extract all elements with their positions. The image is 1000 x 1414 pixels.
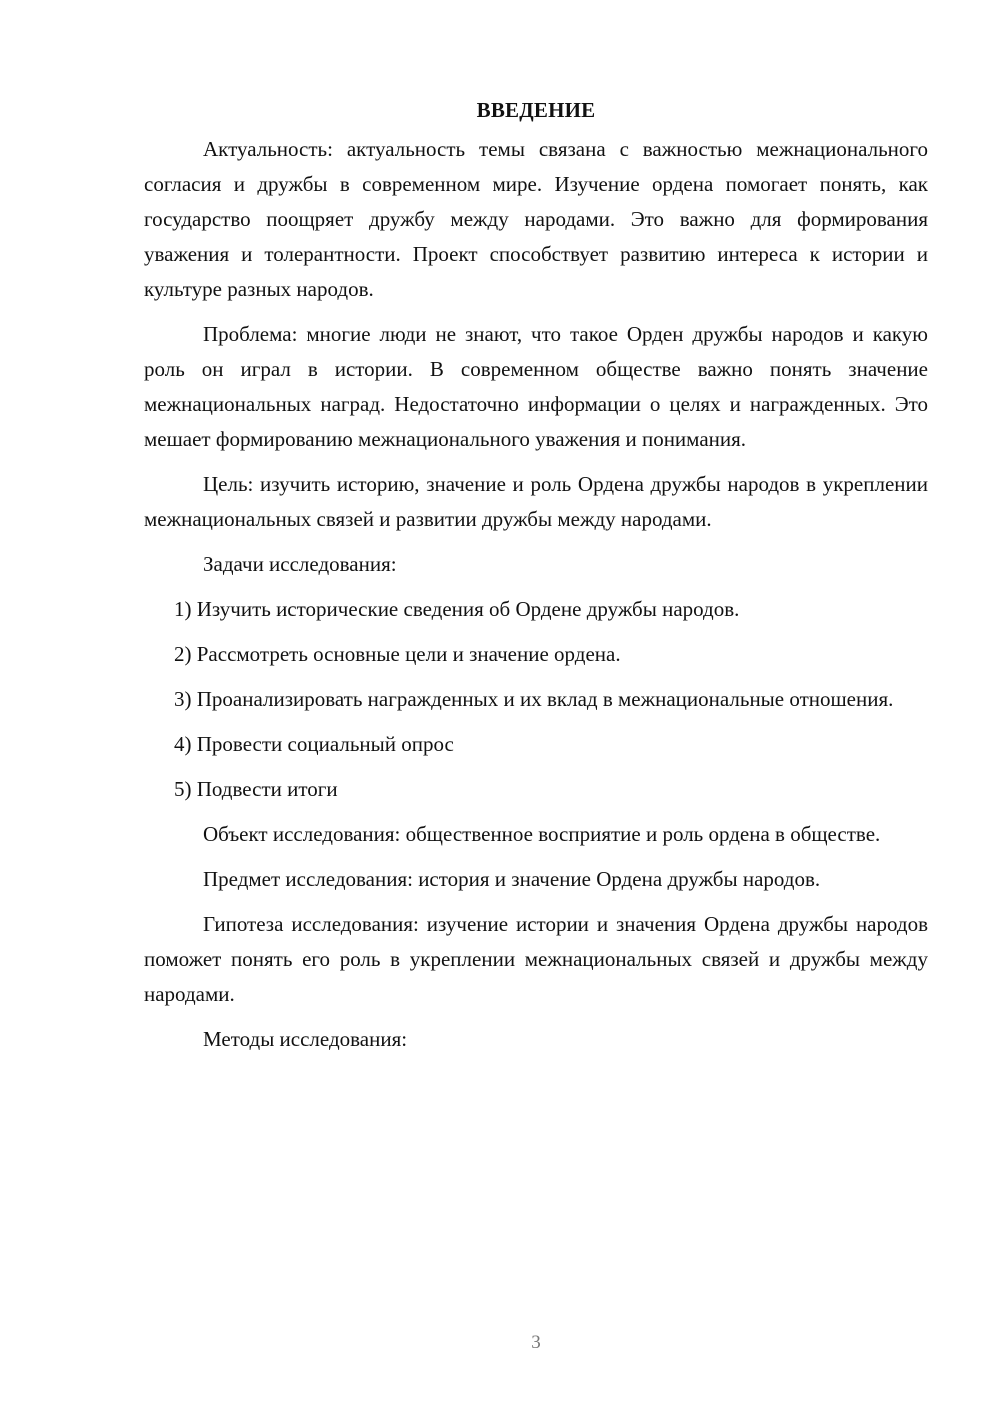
task-item-5: 5) Подвести итоги [174,777,338,801]
task-item-2: 2) Рассмотреть основные цели и значение ордена. [174,642,621,666]
paragraph-goal: Цель: изучить историю, значение и роль Ордена дружбы народов в укреплении межнациональных связей и развитии дружбы между народами. [144,472,928,531]
section-heading: ВВЕДЕНИЕ [476,98,596,122]
task-item-4: 4) Провести социальный опрос [174,732,454,756]
paragraph-problem: Проблема: многие люди не знают, что такое Орден дружбы народов и какую роль он играл в истории. В современном обществе важно понять значение межнациональных наград. Недостаточно информации о целях и награжденных. Это мешает формированию межнационального уважения и понимания. [144,322,928,451]
task-item-3: 3) Проанализировать награжденных и их вклад в межнациональные отношения. [174,687,894,711]
paragraph-methods: Методы исследования: [203,1027,408,1051]
paragraph-subject: Предмет исследования: история и значение Ордена дружбы народов. [203,867,821,891]
paragraph-tasks-title: Задачи исследования: [203,552,397,576]
document-page [144,92,928,1067]
page-number: 3 [531,1332,541,1353]
task-item-1: 1) Изучить исторические сведения об Ордене дружбы народов. [174,597,740,621]
paragraph-hypothesis: Гипотеза исследования: изучение истории и значения Ордена дружбы народов поможет понять его роль в укреплении межнациональных связей и дружбы между народами. [144,912,928,1006]
paragraph-object: Объект исследования: общественное восприятие и роль ордена в обществе. [203,822,881,846]
paragraph-relevance: Актуальность: актуальность темы связана с важностью межнационального согласия и дружбы в современном мире. Изучение ордена помогает понять, как государство поощряет дружбу между народами. Это важно для формирования уважения и толерантности. Проект способствует развитию интереса к истории и культуре разных народов. [144,137,928,301]
